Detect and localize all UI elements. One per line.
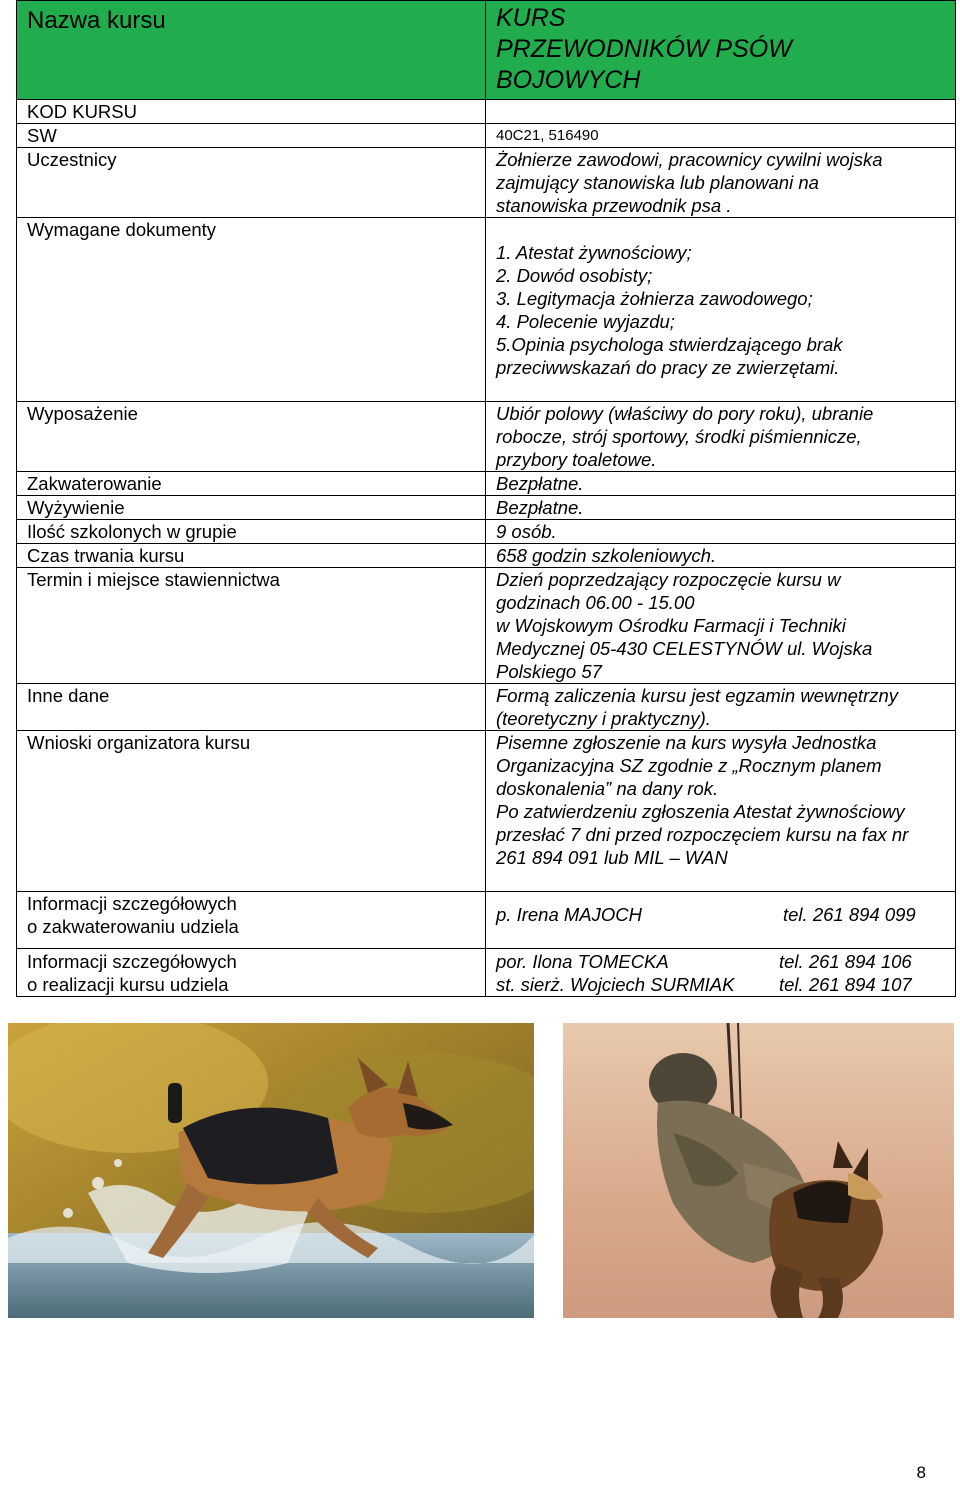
label-line: Informacji szczegółowych bbox=[27, 893, 237, 914]
value-line: zajmujący stanowiska lub planowani na bbox=[496, 172, 819, 193]
value-line: godzinach 06.00 - 15.00 bbox=[496, 592, 695, 613]
label-line: Informacji szczegółowych bbox=[27, 951, 237, 972]
row-info-realizacja bbox=[17, 949, 956, 997]
contact-phone: tel. 261 894 106 bbox=[779, 951, 912, 972]
value-line: 261 894 091 lub MIL – WAN bbox=[496, 847, 728, 868]
row-wnioski bbox=[17, 731, 956, 892]
row-inne bbox=[17, 684, 956, 731]
list-item: 3. Legitymacja żołnierza zawodowego; bbox=[496, 288, 813, 309]
contact-name: p. Irena MAJOCH bbox=[496, 904, 642, 925]
ilosc-value: 9 osób. bbox=[486, 520, 956, 544]
value-line: Polskiego 57 bbox=[496, 661, 602, 682]
wnioski-value bbox=[486, 731, 956, 892]
zakwaterowanie-label: Zakwaterowanie bbox=[17, 472, 486, 496]
inne-value bbox=[486, 684, 956, 731]
course-name-label: Nazwa kursu bbox=[17, 1, 486, 100]
course-title-line: PRZEWODNIKÓW PSÓW bbox=[496, 35, 792, 63]
czas-value: 658 godzin szkoleniowych. bbox=[486, 544, 956, 568]
course-table bbox=[16, 0, 956, 997]
value-line: doskonalenia” na dany rok. bbox=[496, 778, 719, 799]
dog-water-photo bbox=[8, 1023, 534, 1318]
list-item: przeciwwskazań do pracy ze zwierzętami. bbox=[496, 357, 840, 378]
contact-phone: tel. 261 894 107 bbox=[779, 974, 912, 995]
sw-label: SW bbox=[17, 124, 486, 148]
wyzywienie-label: Wyżywienie bbox=[17, 496, 486, 520]
dokumenty-list bbox=[486, 218, 956, 402]
czas-label: Czas trwania kursu bbox=[17, 544, 486, 568]
kod-value bbox=[486, 100, 956, 124]
info-zakwaterowanie-contact bbox=[486, 892, 956, 949]
list-item: 1. Atestat żywnościowy; bbox=[496, 242, 692, 263]
row-wyzywienie bbox=[17, 496, 956, 520]
contact-phone: tel. 261 894 099 bbox=[783, 904, 916, 925]
row-zakwaterowanie bbox=[17, 472, 956, 496]
wyposazenie-label: Wyposażenie bbox=[17, 402, 486, 472]
value-line: w Wojskowym Ośrodku Farmacji i Techniki bbox=[496, 615, 846, 636]
value-line: Formą zaliczenia kursu jest egzamin wewnętrzny bbox=[496, 685, 899, 706]
row-uczestnicy bbox=[17, 148, 956, 218]
row-sw bbox=[17, 124, 956, 148]
uczestnicy-value bbox=[486, 148, 956, 218]
course-title-line: BOJOWYCH bbox=[496, 66, 641, 94]
row-termin bbox=[17, 568, 956, 684]
row-ilosc bbox=[17, 520, 956, 544]
course-sheet bbox=[16, 0, 955, 997]
list-item: 5.Opinia psychologa stwierdzającego brak bbox=[496, 334, 843, 355]
value-line: stanowiska przewodnik psa . bbox=[496, 195, 732, 216]
contact-entry bbox=[496, 950, 945, 973]
row-dokumenty bbox=[17, 218, 956, 402]
row-wyposazenie bbox=[17, 402, 956, 472]
value-line: przesłać 7 dni przed rozpoczęciem kursu na fax nr bbox=[496, 824, 909, 845]
value-line: Żołnierze zawodowi, pracownicy cywilni wojska bbox=[496, 149, 883, 170]
value-line: Pisemne zgłoszenie na kurs wysyła Jednostka bbox=[496, 732, 877, 753]
label-line: o realizacji kursu udziela bbox=[27, 974, 229, 995]
list-item: 2. Dowód osobisty; bbox=[496, 265, 653, 286]
course-title bbox=[486, 1, 956, 100]
uczestnicy-label: Uczestnicy bbox=[17, 148, 486, 218]
info-realizacja-contacts bbox=[486, 949, 956, 997]
termin-label: Termin i miejsce stawiennictwa bbox=[17, 568, 486, 684]
wyzywienie-value: Bezpłatne. bbox=[486, 496, 956, 520]
value-line: Po zatwierdzeniu zgłoszenia Atestat żywnościowy bbox=[496, 801, 905, 822]
contact-name: por. Ilona TOMECKA bbox=[496, 951, 669, 972]
value-line: robocze, strój sportowy, środki piśmiennicze, bbox=[496, 426, 862, 447]
value-line: Medycznej 05-430 CELESTYNÓW ul. Wojska bbox=[496, 638, 873, 659]
kod-label: KOD KURSU bbox=[17, 100, 486, 124]
soldier-dog-photo bbox=[563, 1023, 954, 1318]
dokumenty-label: Wymagane dokumenty bbox=[17, 218, 486, 402]
row-czas bbox=[17, 544, 956, 568]
list-item: 4. Polecenie wyjazdu; bbox=[496, 311, 675, 332]
label-line: o zakwaterowaniu udziela bbox=[27, 916, 239, 937]
termin-value bbox=[486, 568, 956, 684]
inne-label: Inne dane bbox=[17, 684, 486, 731]
page-number: 8 bbox=[916, 1463, 926, 1482]
contact-entry bbox=[496, 903, 945, 926]
value-line: Ubiór polowy (właściwy do pory roku), ubranie bbox=[496, 403, 874, 424]
header-row bbox=[17, 1, 956, 100]
ilosc-label: Ilość szkolonych w grupie bbox=[17, 520, 486, 544]
info-realizacja-label bbox=[17, 949, 486, 997]
course-title-line: KURS bbox=[496, 4, 566, 32]
value-line: Organizacyjna SZ zgodnie z „Rocznym planem bbox=[496, 755, 882, 776]
zakwaterowanie-value: Bezpłatne. bbox=[486, 472, 956, 496]
wnioski-label: Wnioski organizatora kursu bbox=[17, 731, 486, 892]
row-kod bbox=[17, 100, 956, 124]
row-info-zakwaterowanie bbox=[17, 892, 956, 949]
value-line: Dzień poprzedzający rozpoczęcie kursu w bbox=[496, 569, 841, 590]
wyposazenie-value bbox=[486, 402, 956, 472]
value-line: przybory toaletowe. bbox=[496, 449, 657, 470]
value-line: (teoretyczny i praktyczny). bbox=[496, 708, 711, 729]
sw-value: 40C21, 516490 bbox=[486, 124, 956, 148]
info-zakwaterowanie-label bbox=[17, 892, 486, 949]
contact-name: st. sierż. Wojciech SURMIAK bbox=[496, 974, 735, 995]
contact-entry bbox=[496, 973, 945, 996]
